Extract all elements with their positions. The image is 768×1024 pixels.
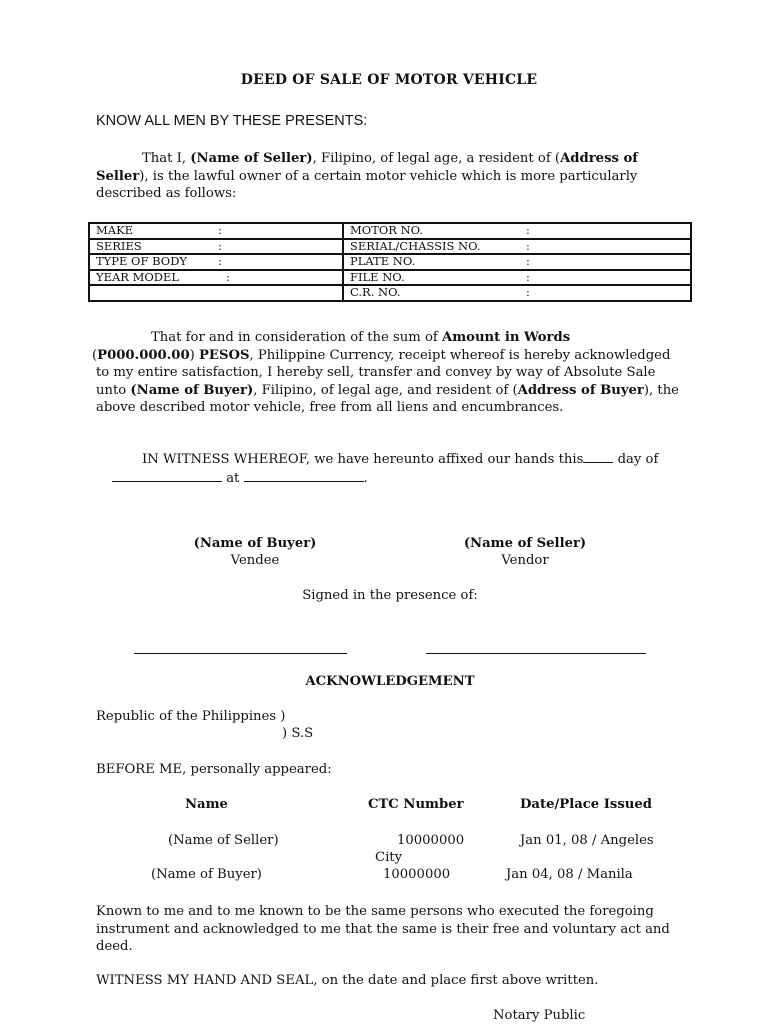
vehicle-left-cell xyxy=(89,223,343,239)
vehicle-field-label: MAKE xyxy=(96,223,134,237)
vehicle-right-cell xyxy=(343,239,691,255)
seller-name-placeholder: (Name of Seller) xyxy=(190,151,313,166)
vehicle-field-colon: : xyxy=(526,254,530,268)
witness-presence-label: Signed in the presence of: xyxy=(302,588,478,603)
vehicle-field-label: C.R. NO. xyxy=(350,285,401,299)
vehicle-right-cell xyxy=(343,270,691,286)
acknowledgement-heading: ACKNOWLEDGEMENT xyxy=(305,674,475,689)
seller-row-date-place-overflow: City xyxy=(375,850,403,865)
place-blank xyxy=(244,469,364,482)
vehicle-details-table xyxy=(88,222,692,302)
col-header-ctc: CTC Number xyxy=(368,797,464,812)
vehicle-field-label: MOTOR NO. xyxy=(350,223,424,237)
seller-ownership-paragraph: That I, (Name of Seller), Filipino, of legal age, a resident of (Address of Seller), is the lawful owner of a certain motor vehicle which is more particularly described as follows: xyxy=(96,151,638,201)
vehicle-right-cell xyxy=(343,285,691,301)
buyer-address-placeholder: Address of Buyer xyxy=(517,382,644,398)
vehicle-left-cell xyxy=(89,270,343,286)
col-header-name: Name xyxy=(185,797,228,812)
known-to-me-paragraph: Known to me and to me known to be the same persons who executed the foregoing instrument and acknowledged to me that the same is their free and voluntary act and deed. xyxy=(96,904,670,954)
venue-line-1: Republic of the Philippines ) xyxy=(96,709,286,724)
vehicle-right-cell xyxy=(343,254,691,270)
buyer-name-placeholder: (Name of Buyer) xyxy=(130,382,254,398)
seller-row-date-place: Jan 01, 08 / Angeles xyxy=(520,833,654,848)
document-title: DEED OF SALE OF MOTOR VEHICLE xyxy=(240,72,538,88)
month-blank xyxy=(112,469,222,482)
amount-words-placeholder: Amount in Words xyxy=(441,330,571,345)
vehicle-field-colon: : xyxy=(526,238,530,253)
amount-figure-placeholder: P000.000.00 xyxy=(97,347,190,363)
vehicle-left-cell xyxy=(89,239,343,255)
notary-public-label: Notary Public xyxy=(493,1008,586,1023)
seller-signature-name: (Name of Seller) xyxy=(463,536,587,551)
vehicle-field-colon: : xyxy=(526,269,530,284)
before-me-text: BEFORE ME, personally appeared: xyxy=(96,762,332,777)
vehicle-table-row xyxy=(89,254,691,270)
vehicle-field-label: FILE NO. xyxy=(350,269,405,284)
witness-hand-seal-text: WITNESS MY HAND AND SEAL, on the date and place first above written. xyxy=(96,973,599,988)
vehicle-field-colon: : xyxy=(218,238,222,253)
buyer-row-name: (Name of Buyer) xyxy=(151,867,262,882)
vehicle-field-label: SERIES xyxy=(96,238,142,253)
seller-address-placeholder: Address of Seller xyxy=(96,151,638,184)
vehicle-left-cell xyxy=(89,285,343,301)
vehicle-field-colon: : xyxy=(526,223,530,237)
vehicle-field-colon: : xyxy=(218,254,222,268)
venue-line-2: ) S.S xyxy=(282,726,314,741)
buyer-row-date-place: Jan 04, 08 / Manila xyxy=(506,867,633,882)
buyer-signature-name: (Name of Buyer) xyxy=(193,536,317,551)
vehicle-left-cell xyxy=(89,254,343,270)
vehicle-field-colon: : xyxy=(526,285,530,299)
day-blank xyxy=(583,450,613,463)
vehicle-field-label: TYPE OF BODY xyxy=(96,254,188,268)
vehicle-table-row xyxy=(89,239,691,255)
vehicle-field-label: PLATE NO. xyxy=(350,254,416,268)
vehicle-field-label: SERIAL/CHASSIS NO. xyxy=(350,238,481,253)
witness-signature-line-1 xyxy=(134,653,347,654)
vehicle-field-label: YEAR MODEL xyxy=(96,269,180,284)
witness-signature-line-2 xyxy=(426,653,646,654)
vehicle-field-colon: : xyxy=(218,223,222,237)
col-header-date-place: Date/Place Issued xyxy=(520,797,652,812)
witness-paragraph: IN WITNESS WHEREOF, we have hereunto affixed our hands this day of at . xyxy=(96,450,686,487)
seller-row-ctc: 10000000 xyxy=(397,833,465,848)
seller-row-name: (Name of Seller) xyxy=(168,833,279,848)
vehicle-table-row xyxy=(89,223,691,239)
buyer-signature-role: Vendee xyxy=(230,553,280,568)
buyer-row-ctc: 10000000 xyxy=(383,867,451,882)
seller-signature-role: Vendor xyxy=(501,553,549,568)
vehicle-field-colon: : xyxy=(226,269,230,284)
opening-phrase: KNOW ALL MEN BY THESE PRESENTS: xyxy=(96,113,368,129)
vehicle-table-row xyxy=(89,285,691,301)
vehicle-right-cell xyxy=(343,223,691,239)
consideration-paragraph: That for and in consideration of the sum of Amount in Words (P000.000.00) PESOS, Philippine Currency, receipt whereof is hereby acknowledged to my entire satisfaction, I hereby sell, transfer and convey by way of Absolute Sale unto (Name of Buyer), Filipino, of legal age, and resident of (Address of Buyer), the above described motor vehicle, free from all liens and encumbrances. xyxy=(92,330,679,415)
vehicle-table-row xyxy=(89,270,691,286)
